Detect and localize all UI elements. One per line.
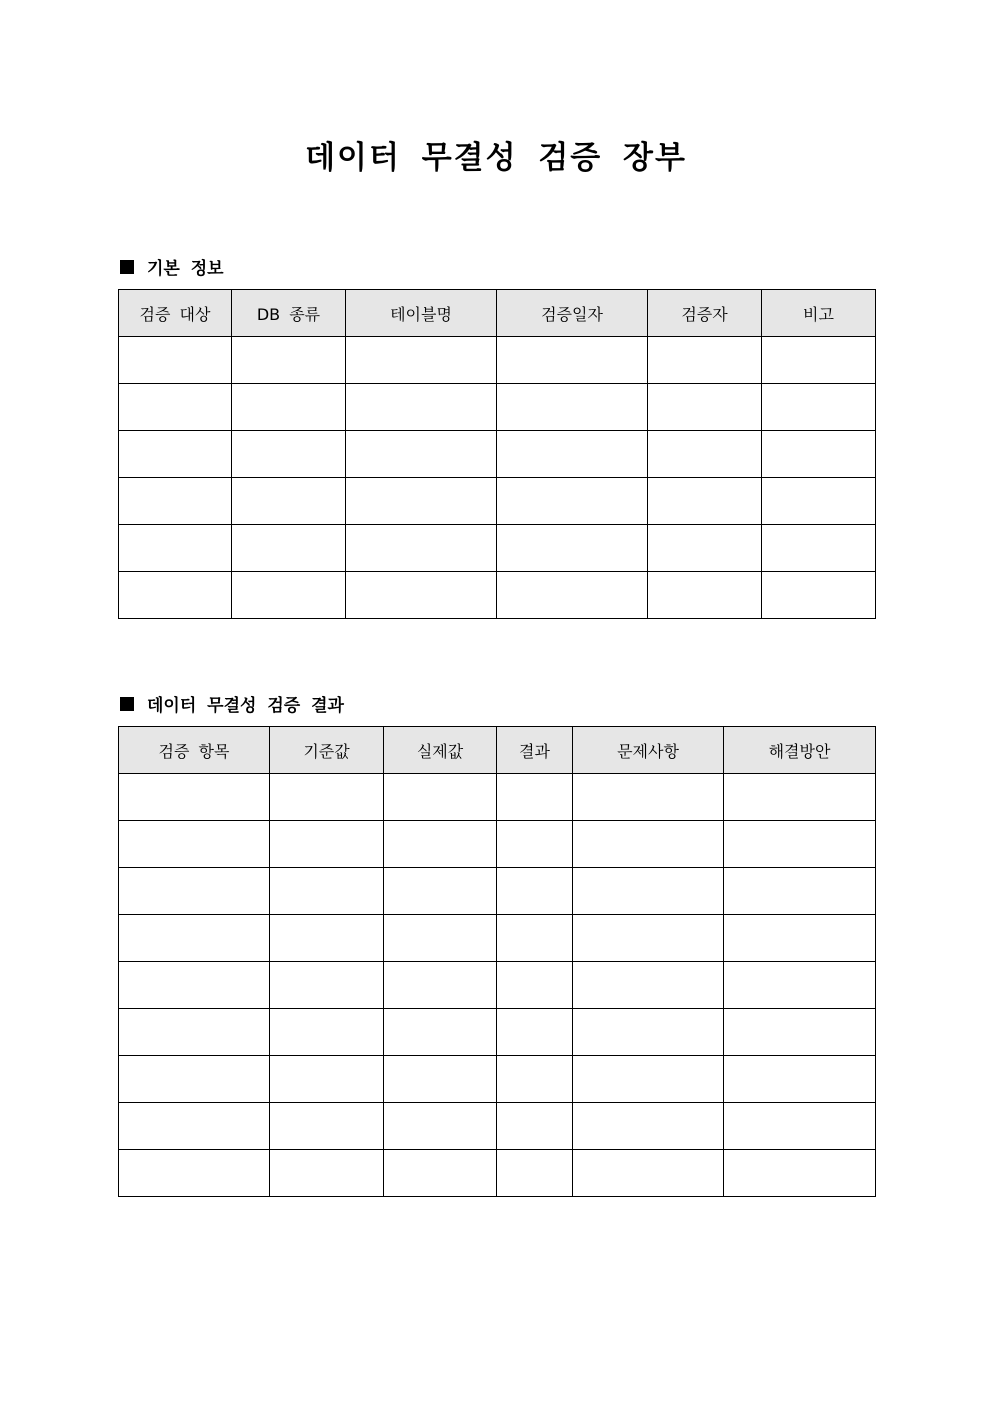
table-cell[interactable] xyxy=(119,915,270,962)
table-cell[interactable] xyxy=(232,431,346,478)
table-cell[interactable] xyxy=(346,525,497,572)
table-cell[interactable] xyxy=(648,431,762,478)
table-cell[interactable] xyxy=(232,478,346,525)
table-cell[interactable] xyxy=(648,572,762,619)
table-cell[interactable] xyxy=(232,572,346,619)
table-cell[interactable] xyxy=(497,1103,573,1150)
table-cell[interactable] xyxy=(346,337,497,384)
table-row xyxy=(119,572,876,619)
table-cell[interactable] xyxy=(573,1150,724,1197)
table-row xyxy=(119,337,876,384)
column-header: 결과 xyxy=(497,727,573,774)
table-cell[interactable] xyxy=(384,774,497,821)
square-bullet-icon xyxy=(120,260,134,274)
table-cell[interactable] xyxy=(270,915,384,962)
table-cell[interactable] xyxy=(497,962,573,1009)
table-cell[interactable] xyxy=(384,868,497,915)
table-cell[interactable] xyxy=(119,1103,270,1150)
table-cell[interactable] xyxy=(724,1056,876,1103)
column-header: 검증 대상 xyxy=(119,290,232,337)
table-row xyxy=(119,774,876,821)
table-row xyxy=(119,384,876,431)
table-cell[interactable] xyxy=(497,337,648,384)
table-cell[interactable] xyxy=(119,1150,270,1197)
table-cell[interactable] xyxy=(119,431,232,478)
table-cell[interactable] xyxy=(384,1056,497,1103)
column-header: 비고 xyxy=(762,290,876,337)
table-cell[interactable] xyxy=(270,774,384,821)
table-cell[interactable] xyxy=(346,431,497,478)
column-header: 문제사항 xyxy=(573,727,724,774)
table-cell[interactable] xyxy=(232,384,346,431)
column-header: DB 종류 xyxy=(232,290,346,337)
table-cell[interactable] xyxy=(232,337,346,384)
column-header: 실제값 xyxy=(384,727,497,774)
column-header: 해결방안 xyxy=(724,727,876,774)
table-cell[interactable] xyxy=(384,821,497,868)
table-cell[interactable] xyxy=(762,478,876,525)
table-cell[interactable] xyxy=(384,962,497,1009)
table-cell[interactable] xyxy=(119,774,270,821)
table-cell[interactable] xyxy=(762,337,876,384)
table-cell[interactable] xyxy=(270,1009,384,1056)
table-cell[interactable] xyxy=(573,962,724,1009)
section-heading-results xyxy=(118,691,344,716)
table-cell[interactable] xyxy=(497,478,648,525)
table-cell[interactable] xyxy=(724,868,876,915)
table-cell[interactable] xyxy=(346,478,497,525)
table-header-row xyxy=(119,290,876,337)
results-table xyxy=(118,726,876,1197)
table-row xyxy=(119,868,876,915)
table-cell[interactable] xyxy=(497,1150,573,1197)
table-cell[interactable] xyxy=(270,962,384,1009)
table-cell[interactable] xyxy=(573,821,724,868)
table-cell[interactable] xyxy=(119,337,232,384)
table-cell[interactable] xyxy=(384,1103,497,1150)
table-cell[interactable] xyxy=(497,821,573,868)
table-cell[interactable] xyxy=(573,915,724,962)
table-cell[interactable] xyxy=(497,774,573,821)
table-cell[interactable] xyxy=(346,384,497,431)
table-row xyxy=(119,525,876,572)
table-cell[interactable] xyxy=(497,1009,573,1056)
table-cell[interactable] xyxy=(762,384,876,431)
table-cell[interactable] xyxy=(384,1150,497,1197)
basic-info-table xyxy=(118,289,876,619)
table-row xyxy=(119,1056,876,1103)
table-cell[interactable] xyxy=(119,1056,270,1103)
table-cell[interactable] xyxy=(119,384,232,431)
square-bullet-icon xyxy=(120,697,134,711)
table-cell[interactable] xyxy=(497,1056,573,1103)
table-row xyxy=(119,915,876,962)
table-cell[interactable] xyxy=(573,868,724,915)
table-cell[interactable] xyxy=(497,572,648,619)
table-cell[interactable] xyxy=(270,868,384,915)
section-heading-basic-info xyxy=(118,254,224,279)
table-cell[interactable] xyxy=(119,525,232,572)
table-cell[interactable] xyxy=(270,1150,384,1197)
table-cell[interactable] xyxy=(119,478,232,525)
table-cell[interactable] xyxy=(724,1009,876,1056)
table-cell[interactable] xyxy=(384,1009,497,1056)
column-header: 검증자 xyxy=(648,290,762,337)
table-cell[interactable] xyxy=(497,384,648,431)
table-cell[interactable] xyxy=(232,525,346,572)
table-cell[interactable] xyxy=(384,915,497,962)
table-cell[interactable] xyxy=(270,1103,384,1150)
table-cell[interactable] xyxy=(119,962,270,1009)
table-cell[interactable] xyxy=(648,337,762,384)
table-cell[interactable] xyxy=(573,1056,724,1103)
table-cell[interactable] xyxy=(497,525,648,572)
table-cell[interactable] xyxy=(724,1103,876,1150)
table-row xyxy=(119,1150,876,1197)
table-cell[interactable] xyxy=(119,821,270,868)
column-header: 검증 항목 xyxy=(119,727,270,774)
table-row xyxy=(119,962,876,1009)
table-cell[interactable] xyxy=(346,572,497,619)
table-cell[interactable] xyxy=(724,962,876,1009)
table-cell[interactable] xyxy=(724,774,876,821)
table-cell[interactable] xyxy=(119,1009,270,1056)
table-row xyxy=(119,1009,876,1056)
table-cell[interactable] xyxy=(648,478,762,525)
table-row xyxy=(119,821,876,868)
table-header-row xyxy=(119,727,876,774)
section-heading-label: 데이터 무결성 검증 결과 xyxy=(147,696,344,716)
table-cell[interactable] xyxy=(762,525,876,572)
column-header: 검증일자 xyxy=(497,290,648,337)
column-header: 기준값 xyxy=(270,727,384,774)
table-row xyxy=(119,431,876,478)
table-cell[interactable] xyxy=(762,431,876,478)
table-cell[interactable] xyxy=(762,572,876,619)
table-cell[interactable] xyxy=(573,1009,724,1056)
table-cell[interactable] xyxy=(573,1103,724,1150)
table-cell[interactable] xyxy=(119,868,270,915)
table-row xyxy=(119,478,876,525)
table-cell[interactable] xyxy=(497,868,573,915)
table-cell[interactable] xyxy=(497,915,573,962)
document-title: 데이터 무결성 검증 장부 xyxy=(305,140,687,176)
table-cell[interactable] xyxy=(497,431,648,478)
section-heading-label: 기본 정보 xyxy=(147,259,224,279)
table-cell[interactable] xyxy=(270,1056,384,1103)
table-cell[interactable] xyxy=(648,525,762,572)
table-cell[interactable] xyxy=(648,384,762,431)
table-cell[interactable] xyxy=(724,1150,876,1197)
table-cell[interactable] xyxy=(119,572,232,619)
table-cell[interactable] xyxy=(270,821,384,868)
table-cell[interactable] xyxy=(573,774,724,821)
column-header: 테이블명 xyxy=(346,290,497,337)
table-cell[interactable] xyxy=(724,915,876,962)
table-cell[interactable] xyxy=(724,821,876,868)
table-row xyxy=(119,1103,876,1150)
